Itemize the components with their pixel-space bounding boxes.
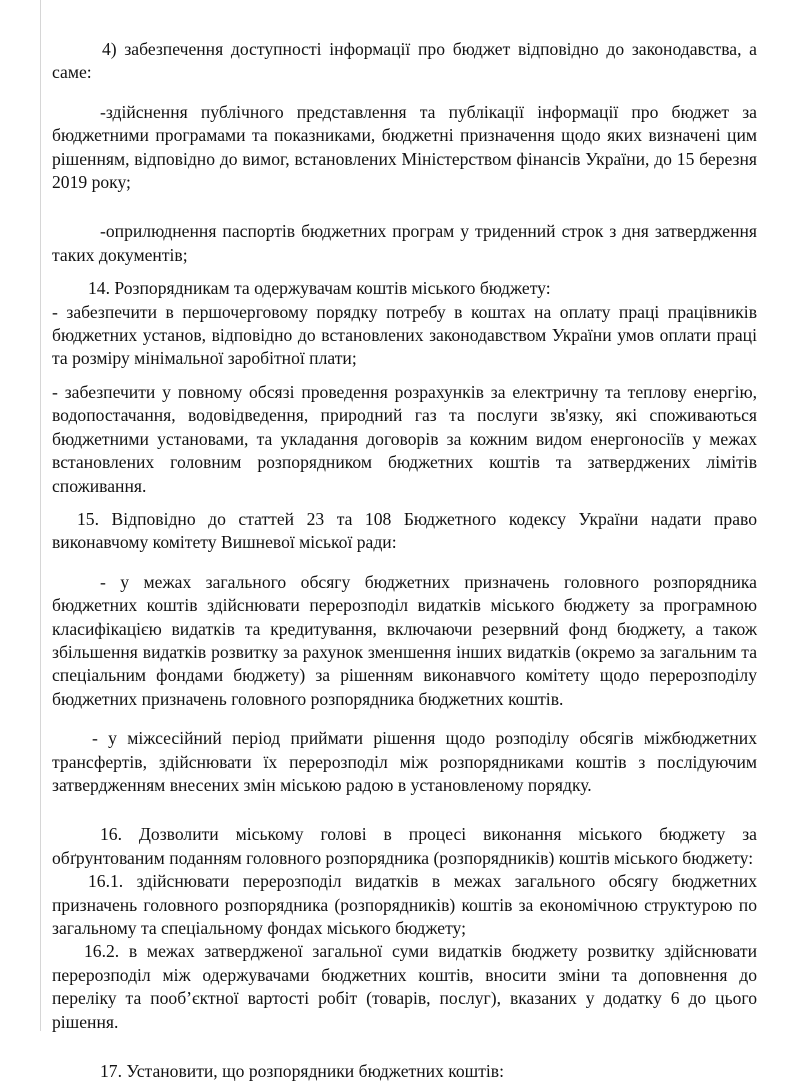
paragraph-16-heading: 16. Дозволити міському голові в процесі виконання міського бюджету за обґрунтованим поданням головного розпорядника (розпорядників) коштів міського бюджету: [52, 824, 757, 868]
paragraph-17-heading: 17. Установити, що розпорядники бюджетних коштів: [100, 1061, 504, 1082]
paragraph-14-heading: 14. Розпорядникам та одержувачам коштів міського бюджету: [88, 278, 551, 299]
paragraph-public-presentation: -здійснення публічного представлення та публікації інформації про бюджет за бюджетними програмами та показниками, бюджетні призначення щодо яких визначені цим рішенням, відповідно до вимог, встановлених Міністерством фінансів України, до 15 березня 2019 року; [52, 101, 757, 193]
paragraph-16-1: 16.1. здійснювати перерозподіл видатків в межах загального обсягу бюджетних призначень головного розпорядника (розпорядників) коштів за економічною структурою по загальному та спеціальному фондах міського бюджету; [52, 871, 757, 938]
paragraph-15-heading: 15. Відповідно до статтей 23 та 108 Бюджетного кодексу України надати право виконавчому комітету Вишневої міської ради: [52, 508, 757, 553]
document-page [52, 38, 757, 1083]
paragraph-4-info-access: 4) забезпечення доступності інформації про бюджет відповідно до законодавства, а саме: [52, 39, 757, 83]
paragraph-passports-publication: -оприлюднення паспортів бюджетних програм у триденний строк з дня затвердження таких документів; [52, 221, 757, 265]
paragraph-14-salary: - забезпечити в першочерговому порядку потребу в коштах на оплату праці працівників бюджетних установ, відповідно до встановлених законодавством України умов оплати праці та розміру мінімальної заробітної плати; [52, 301, 757, 369]
paragraph-15-intersession: - у міжсесійний період приймати рішення щодо розподілу обсягів міжбюджетних трансфертів, здійснювати їх перерозподіл між розпорядниками коштів з послідуючим затвердженням внесених змін міською радою в установленому порядку. [52, 728, 757, 795]
paragraph-14-utilities: - забезпечити у повному обсязі проведення розрахунків за електричну та теплову енергію, водопостачання, водовідведення, природний газ та послуги зв'язку, які споживаються бюджетними установами, та укладання договорів за кожним видом енергоносіїв у межах встановлених головним розпорядником бюджетних коштів та затверджених лімітів споживання. [52, 381, 757, 496]
paragraph-16-2: 16.2. в межах затвердженої загальної суми видатків бюджету розвитку здійснювати перерозподіл між одержувачами бюджетних коштів, вносити зміни та доповнення до переліку та пооб’єктної вартості робіт (товарів, послуг), вказаних у додатку 6 до цього рішення. [52, 941, 757, 1032]
paragraph-15-redistribution: - у межах загального обсягу бюджетних призначень головного розпорядника бюджетних коштів здійснювати перерозподіл видатків міського бюджету за програмною класифікацією видатків та кредитування, включаючи резервний фонд бюджету, а також збільшення видатків розвитку за рахунок зменшення інших видатків (окремо за загальним та спеціальним фондами бюджету) за рішенням виконавчого комітету щодо перерозподілу бюджетних призначень головного розпорядника бюджетних коштів. [52, 571, 757, 709]
page-margin-line [40, 0, 41, 1031]
